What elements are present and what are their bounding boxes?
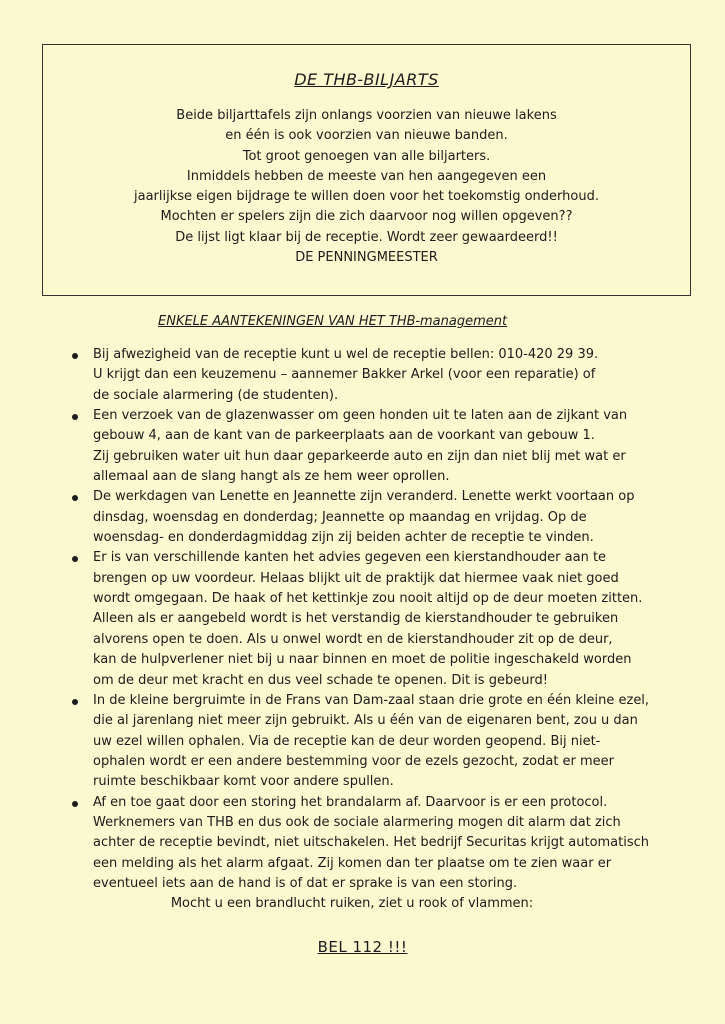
list-item xyxy=(72,793,702,915)
text-line: woensdag- en donderdagmiddag zijn zij beiden achter de receptie te vinden. xyxy=(93,530,594,546)
notice-line: Tot groot genoegen van alle biljarters. xyxy=(242,148,491,164)
notice-line: De lijst ligt klaar bij de receptie. Wordt zeer gewaardeerd!! xyxy=(175,229,558,245)
text-line: Alleen als er aangebeld wordt is het verstandig de kierstandhouder te gebruiken xyxy=(93,611,619,627)
text-line: een melding als het alarm afgaat. Zij komen dan ter plaatse om te zien waar er xyxy=(93,855,612,871)
text-line: dinsdag, woensdag en donderdag; Jeannette op maandag en vrijdag. Op de xyxy=(93,509,587,525)
bullet-icon xyxy=(72,556,78,562)
text-line: achter de receptie bevindt, niet uitschakelen. Het bedrijf Securitas krijgt automatisch xyxy=(93,835,650,851)
text-line: Er is van verschillende kanten het advies gegeven een kierstandhouder aan te xyxy=(93,550,607,566)
notice-line: jaarlijkse eigen bijdrage te willen doen voor het toekomstig onderhoud. xyxy=(134,189,599,205)
list-item xyxy=(72,487,702,548)
bullet-list xyxy=(72,345,702,915)
bullet-icon xyxy=(72,699,78,705)
notice-line: Inmiddels hebben de meeste van hen aangegeven een xyxy=(186,168,547,184)
text-line: Bij afwezigheid van de receptie kunt u wel de receptie bellen: 010-420 29 39. xyxy=(93,347,599,362)
text-line: U krijgt dan een keuzemenu – aannemer Bakker Arkel (voor een reparatie) of xyxy=(93,367,596,383)
bullet-icon xyxy=(72,495,78,501)
notice-line: Mochten er spelers zijn die zich daarvoor nog willen opgeven?? xyxy=(160,209,573,225)
text-line: Zij gebruiken water uit hun daar geparkeerde auto en zijn dan niet blij met wat er xyxy=(93,448,626,464)
bullet-icon xyxy=(72,414,78,420)
text-line: ophalen wordt er een andere bestemming voor de ezels gezocht, zodat er meer xyxy=(93,753,615,769)
warning-line: Mocht u een brandlucht ruiken, ziet u rook of vlammen: xyxy=(170,896,534,912)
text-line: allemaal aan de slang hangt als ze hem weer oprollen. xyxy=(93,469,450,485)
text-line: om de deur met kracht en dus veel schade te openen. Dit is gebeurd! xyxy=(93,672,549,688)
notice-box xyxy=(42,44,691,296)
list-item xyxy=(72,691,702,793)
bullet-icon xyxy=(72,353,78,359)
text-line: ruimte beschikbaar komt voor andere spullen. xyxy=(93,774,394,790)
list-item xyxy=(72,345,702,406)
notice-signature: DE PENNINGMEESTER xyxy=(295,250,438,266)
text-line: Een verzoek van de glazenwasser om geen honden uit te laten aan de zijkant van xyxy=(93,408,628,424)
list-item xyxy=(72,406,702,487)
section-title: ENKELE AANTEKENINGEN VAN HET THB-management xyxy=(158,314,508,329)
text-line: alvorens open te doen. Als u onwel wordt en de kierstandhouder zit op de deur, xyxy=(93,631,613,647)
text-line: eventueel iets aan de hand is of dat er sprake is van een storing. xyxy=(93,875,518,891)
text-line: de sociale alarmering (de studenten). xyxy=(93,387,339,403)
text-line: brengen op uw voordeur. Helaas blijkt uit de praktijk dat hiermee vaak niet goed xyxy=(93,570,619,586)
emergency-call: BEL 112 !!! xyxy=(317,938,408,956)
notice-title: DE THB-BILJARTS xyxy=(294,70,439,89)
text-line: die al jarenlang niet meer zijn gebruikt. Als u één van de eigenaren bent, zou u dan xyxy=(93,713,638,729)
text-line: uw ezel willen ophalen. Via de receptie kan de deur worden geopend. Bij niet- xyxy=(93,733,601,749)
notice-line: Beide biljarttafels zijn onlangs voorzien van nieuwe lakens xyxy=(176,108,557,123)
notice-line: en één is ook voorzien van nieuwe banden. xyxy=(225,128,508,144)
bullet-icon xyxy=(72,801,78,807)
text-line: kan de hulpverlener niet bij u naar binnen en moet de politie ingeschakeld worden xyxy=(93,652,632,668)
text-line: De werkdagen van Lenette en Jeannette zijn veranderd. Lenette werkt voortaan op xyxy=(93,489,635,505)
list-item xyxy=(72,548,702,690)
text-line: Af en toe gaat door een storing het brandalarm af. Daarvoor is er een protocol. xyxy=(93,794,608,810)
text-line: wordt omgegaan. De haak of het kettinkje zou nooit altijd op de deur moeten zitten. xyxy=(93,591,643,607)
text-line: In de kleine bergruimte in de Frans van Dam-zaal staan drie grote en één kleine ezel, xyxy=(93,692,650,708)
text-line: gebouw 4, aan de kant van de parkeerplaats aan de voorkant van gebouw 1. xyxy=(93,428,595,444)
notice-body xyxy=(43,106,690,268)
text-line: Werknemers van THB en dus ook de sociale alarmering mogen dit alarm dat zich xyxy=(93,814,621,830)
